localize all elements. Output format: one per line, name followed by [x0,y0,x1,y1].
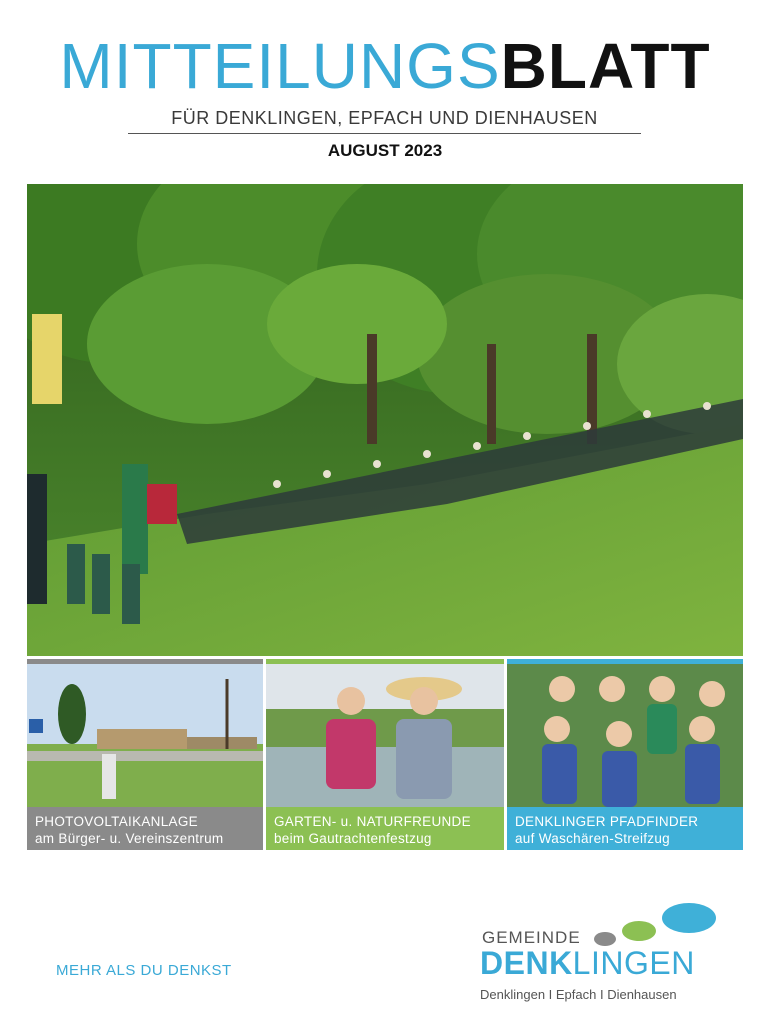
tile-caption [266,807,504,850]
gemeinde-logo [470,895,730,1010]
masthead-part1: MITTEILUNGS [59,30,501,102]
logo-gemeinde: GEMEINDE [482,928,581,947]
masthead-subtitle: FÜR DENKLINGEN, EPFACH UND DIENHAUSEN [128,108,641,134]
logo-name-part1: DENK [480,945,573,981]
logo-dot-green-icon [622,921,656,941]
feature-tile-photovoltaik [27,659,263,850]
cover-photo-illustration [27,184,743,656]
tile-title: GARTEN- u. NATURFREUNDE [274,814,471,829]
logo-places: Denklingen I Epfach I Dienhausen [480,987,677,1002]
pfadfinder-photo [507,659,743,807]
tile-caption [27,807,263,850]
tile-subtitle: auf Waschären-Streifzug [515,831,670,846]
garten-photo [266,659,504,807]
cover-photo-festival [27,184,743,656]
masthead-title [0,30,770,102]
feature-tiles [27,659,743,850]
tile-title: DENKLINGER PFADFINDER [515,814,699,829]
logo-dot-blue-icon [662,903,716,933]
slogan: MEHR ALS DU DENKST [56,962,232,979]
feature-tile-garten [266,659,504,850]
logo-name-part2: LINGEN [572,945,695,981]
photovoltaik-photo [27,659,263,807]
issue-date: AUGUST 2023 [327,141,443,160]
tile-title: PHOTOVOLTAIKANLAGE [35,814,198,829]
logo-name [480,945,695,982]
masthead-part2: BLATT [500,30,711,102]
logo-dot-gray-icon [594,932,616,946]
tile-subtitle: am Bürger- u. Vereinszentrum [35,831,224,846]
tile-subtitle: beim Gautrachtenfestzug [274,831,432,846]
feature-tile-pfadfinder [507,659,743,850]
tile-caption [507,807,743,850]
